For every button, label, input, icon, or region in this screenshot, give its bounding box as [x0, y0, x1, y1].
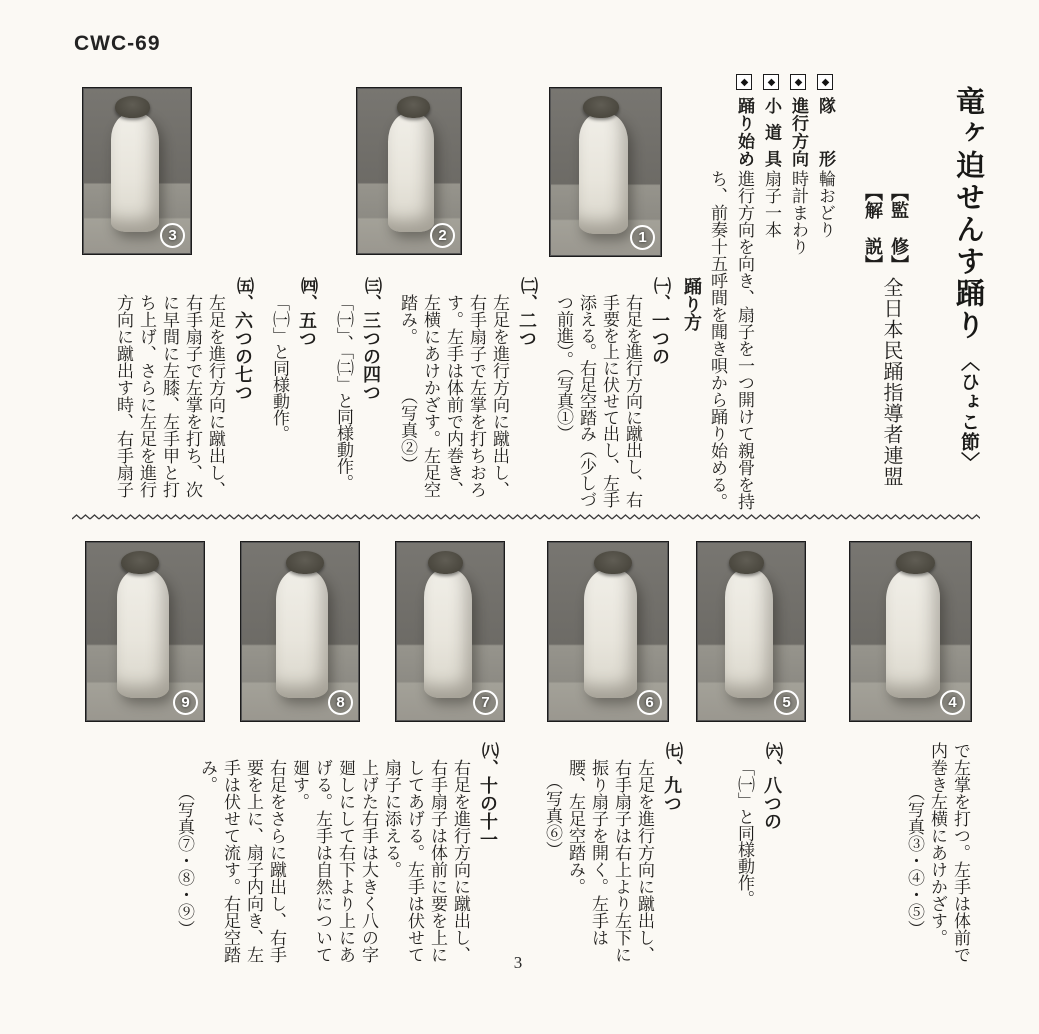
dancer-figure [111, 113, 159, 233]
info-label: 踊り始め [735, 97, 754, 167]
section-body: 「㈠」と同様動作。 [270, 294, 289, 442]
dancer-hat [583, 96, 619, 118]
section-number: ㈢、 [362, 277, 381, 311]
section-title: 一つの [650, 311, 670, 365]
dancer-figure [276, 569, 328, 698]
section-title: 五つ [297, 311, 317, 347]
credit-organization: 全日本民踊指導者連盟 [880, 277, 902, 487]
info-item-props [758, 74, 785, 518]
dancer-hat [121, 551, 159, 574]
section-number: ㈤、 [234, 277, 253, 311]
diamond-bullet-icon: ◆ [790, 74, 806, 90]
photo-reference: （写真①） [554, 367, 573, 442]
instruction-section-7 [541, 742, 685, 978]
section-body: 左足を進行方向に蹴出し、右手扇子で左掌を打ちおろす。左手は体前で内巻き、左横にあけかざす。左足空踏み。（写真②） [398, 294, 509, 498]
page-title [946, 86, 990, 506]
photo-reference: （写真②） [398, 396, 417, 473]
dancer-hat [729, 551, 764, 574]
diamond-bullet-icon: ◆ [763, 74, 779, 90]
section-5-continuation [903, 742, 972, 978]
instruction-section-2 [396, 277, 540, 513]
dancer-hat [115, 96, 150, 118]
dancer-hat [428, 551, 463, 574]
section-number: ㈠、 [651, 277, 670, 311]
section-number: ㈡、 [518, 277, 537, 311]
page-number: 3 [513, 953, 523, 972]
credit-roles [860, 183, 912, 283]
info-label: 進行方向 [789, 97, 808, 167]
dancer-figure [584, 569, 637, 698]
photo-number-badge: 5 [774, 690, 799, 715]
section-body: で左掌を打つ。左手は体前で内巻き左横にあけかざす。 [928, 742, 970, 963]
dance-photo [85, 541, 205, 722]
info-item-dance-start [704, 74, 758, 518]
catalog-number: CWC-69 [74, 32, 161, 55]
dance-photo [240, 541, 360, 722]
section-number: ㈥、 [763, 742, 782, 776]
dance-instructions-heading: 踊り方 [682, 277, 702, 331]
title-subtitle: 〈ひょこ節〉 [958, 352, 979, 472]
info-label: 小道具 [762, 97, 781, 167]
credit-role-commentary: 【解 説】 [863, 183, 883, 273]
photo-number-badge: 8 [328, 690, 353, 715]
info-item-formation [812, 74, 839, 518]
instructions-upper [73, 277, 705, 513]
dancer-figure [579, 113, 628, 234]
dance-photo [356, 87, 462, 255]
section-body: 「㈠」と同様動作。 [735, 759, 754, 907]
dancer-figure [886, 569, 939, 698]
instruction-section-4 [268, 277, 320, 513]
info-label: 隊形 [816, 97, 835, 167]
instruction-section-6 [733, 742, 785, 978]
dance-photo [849, 541, 972, 722]
section-body: 右足を進行方向に蹴出し、右手要を上に伏せて出し、左手添える。右足空踏み（少しづつ前進）。（写真①） [554, 294, 642, 508]
dancer-hat [286, 551, 324, 574]
dance-photo [395, 541, 505, 722]
info-value: 扇子一本 [762, 170, 781, 238]
info-item-direction [785, 74, 812, 518]
info-list [704, 74, 839, 518]
section-title: 十の十一 [478, 776, 498, 848]
section-number: ㈣、 [298, 277, 317, 311]
section-body: 左足を進行方向に蹴出し、右手扇子は右上より左下に振り扇子を開く。左手は腰、左足空踏み。（写真⑥） [543, 759, 654, 963]
photo-reference: （写真⑥） [543, 773, 562, 858]
section-body: 「㈠」、「㈡」と同様動作。 [334, 294, 353, 491]
instruction-section-3 [332, 277, 384, 513]
dancer-figure [388, 113, 434, 233]
photo-reference: （写真⑦・⑧・⑨） [175, 784, 194, 937]
dance-photo [547, 541, 669, 722]
dancer-hat [896, 551, 935, 574]
title-text: 竜ヶ迫せんす踊り [952, 86, 984, 342]
section-number: ㈧、 [479, 742, 498, 776]
photo-number-badge: 1 [630, 225, 655, 250]
photo-number-badge: 3 [160, 223, 185, 248]
diamond-bullet-icon: ◆ [736, 74, 752, 90]
info-value: 時計まわり [789, 170, 808, 255]
diamond-bullet-icon: ◆ [817, 74, 833, 90]
dance-photo [549, 87, 662, 257]
section-title: 八つの [762, 776, 782, 830]
dancer-hat [397, 96, 430, 118]
section-body: 右足を進行方向に蹴出し、右手扇子は体前に要を上にしてあげる。左手は伏せて扇子に添える。 上げた右手は大きく八の字廻しにして右下より上にあげる。左手は自然について廻す。 右足をさらに蹴出し、右手要を上に、扇子内向き、左手は伏せて流す。右足空踏み。 [198, 759, 470, 963]
dancer-figure [725, 569, 773, 698]
instruction-section-1 [552, 277, 673, 513]
section-title: 六つの七つ [233, 311, 253, 401]
section-number: ㈦、 [663, 742, 682, 776]
section-body: 左足を進行方向に蹴出し、右手扇子で左掌を打ち、次に早間に左膝、左手甲と打ち上げ、さらに左足を進行方向に蹴出す時、右手扇子 [114, 294, 225, 498]
dancer-figure [424, 569, 472, 698]
instructions-lower [175, 742, 972, 978]
photo-number-badge: 9 [173, 690, 198, 715]
instruction-section-8 [173, 742, 501, 978]
section-title: 九つ [662, 776, 682, 812]
info-value: 輪おどり [816, 170, 835, 238]
credit-role-supervision: 【監 修】 [889, 183, 909, 273]
dance-photo [696, 541, 806, 722]
section-title: 三つの四つ [361, 311, 381, 401]
photo-number-badge: 7 [473, 690, 498, 715]
instruction-section-5 [112, 277, 256, 513]
dancer-hat [594, 551, 632, 574]
dancer-figure [117, 569, 169, 698]
dance-photo [82, 87, 192, 255]
photo-number-badge: 2 [430, 223, 455, 248]
photo-number-badge: 4 [940, 690, 965, 715]
photo-number-badge: 6 [637, 690, 662, 715]
wavy-divider [72, 508, 980, 516]
info-value: 進行方向を向き、扇子を一つ開けて親骨を持ち、前奏十五呼間を聞き唄から踊り始める。 [708, 170, 754, 510]
photo-reference: （写真③・④・⑤） [905, 784, 924, 937]
section-title: 二つ [517, 311, 537, 347]
